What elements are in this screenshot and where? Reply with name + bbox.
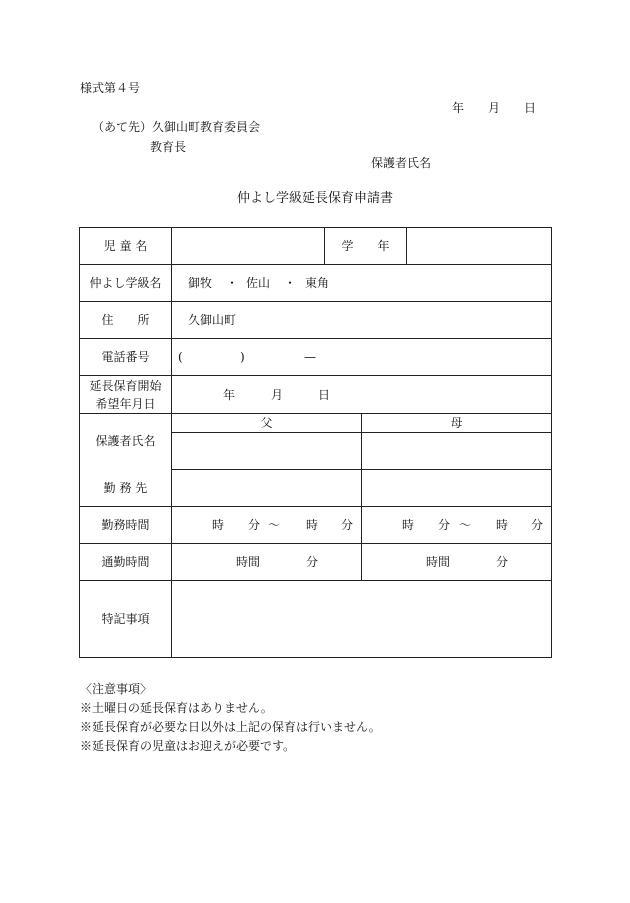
address-value: 久御山町 xyxy=(188,313,237,327)
class-option-sayama: 佐山 xyxy=(246,276,271,290)
address-label: 住 所 xyxy=(101,313,150,327)
mother-end-hour: 時 xyxy=(496,518,509,532)
commute-label: 通勤時間 xyxy=(101,555,150,569)
father-start-hour: 時 xyxy=(212,518,225,532)
class-name-label: 仲よし学級名 xyxy=(89,276,162,290)
phone-open-paren: ( xyxy=(178,350,183,364)
class-option-higashisumi: 東角 xyxy=(305,276,330,290)
note-item: ※延長保育の児童はお迎えが必要です。 xyxy=(80,739,296,753)
addressee: （あて先）久御山町教育委員会 xyxy=(92,120,261,134)
class-option-mimaki: 御牧 xyxy=(188,276,213,290)
father-end-hour: 時 xyxy=(306,518,319,532)
mother-tilde: ～ xyxy=(459,518,472,532)
father-commute-minutes: 分 xyxy=(306,555,319,569)
work-hours-label: 勤務時間 xyxy=(101,518,150,532)
remarks-label: 特記事項 xyxy=(101,612,150,626)
date-year: 年 xyxy=(452,101,465,115)
mother-commute-minutes: 分 xyxy=(496,555,509,569)
father-end-minute: 分 xyxy=(341,518,354,532)
guardian-label: 保護者氏名 xyxy=(95,434,156,448)
mother-end-minute: 分 xyxy=(531,518,544,532)
addressee-title: 教育長 xyxy=(150,140,187,154)
date-day: 日 xyxy=(524,101,537,115)
phone-close-paren: ) xyxy=(240,350,245,364)
child-name-label: 児 童 名 xyxy=(103,239,148,253)
guardian-name-label: 保護者氏名 xyxy=(371,156,432,170)
class-option-separator: ・ xyxy=(284,276,297,290)
grade-label: 学 年 xyxy=(341,239,390,253)
date-month: 月 xyxy=(488,101,501,115)
mother-start-hour: 時 xyxy=(402,518,415,532)
note-item: ※延長保育が必要な日以外は上記の保育は行いません。 xyxy=(80,720,381,734)
father-label: 父 xyxy=(260,416,273,430)
notes-heading: 〈注意事項〉 xyxy=(80,682,153,696)
mother-start-minute: 分 xyxy=(438,518,451,532)
phone-label: 電話番号 xyxy=(101,350,150,364)
father-tilde: ～ xyxy=(268,518,281,532)
workplace-label: 勤 務 先 xyxy=(103,481,148,495)
document-title: 仲よし学級延長保育申請書 xyxy=(236,191,393,206)
class-option-separator: ・ xyxy=(226,276,239,290)
notes-section xyxy=(80,680,381,756)
father-commute-hours: 時間 xyxy=(236,555,261,569)
note-item: ※土曜日の延長保育はありません。 xyxy=(80,701,273,715)
father-start-minute: 分 xyxy=(248,518,261,532)
start-date-label-line1: 延長保育開始 xyxy=(89,379,162,393)
start-date-day: 日 xyxy=(318,388,331,402)
start-date-label-line2: 希望年月日 xyxy=(95,397,156,411)
phone-dash: — xyxy=(304,350,316,364)
start-date-month: 月 xyxy=(271,388,284,402)
mother-commute-hours: 時間 xyxy=(426,555,451,569)
start-date-year: 年 xyxy=(223,388,236,402)
mother-label: 母 xyxy=(450,416,463,430)
form-number: 様式第４号 xyxy=(80,81,141,95)
